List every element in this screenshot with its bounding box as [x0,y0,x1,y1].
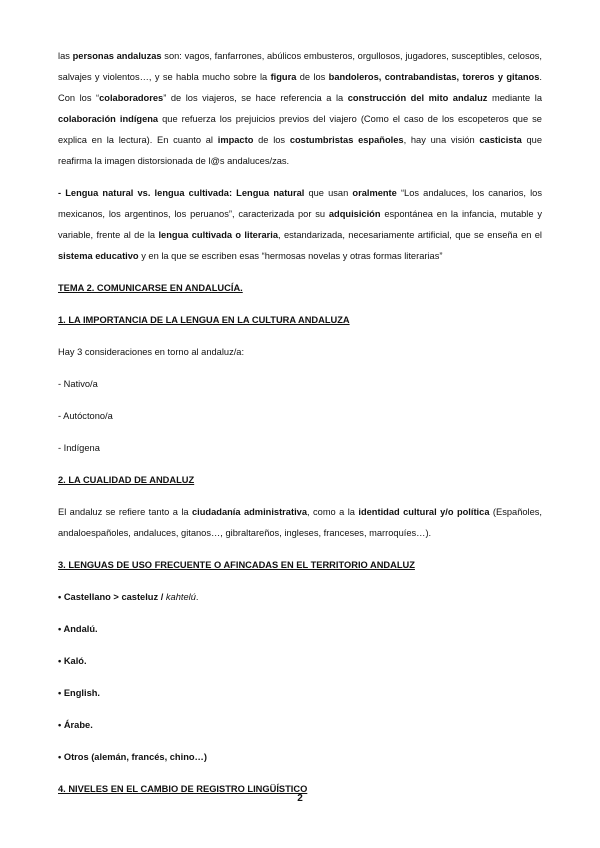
text: son: vagos, fanfarrones, abúlicos embusteros, orgullosos, jugadores, susceptibles, celosos, salvajes y violentos…, y se habla mucho sobre la [58,51,543,82]
list-item: - Indígena [58,443,100,453]
section-2-heading: 2. LA CUALIDAD DE ANDALUZ [58,475,195,485]
section-3-heading: 3. LENGUAS DE USO FRECUENTE O AFINCADAS EN EL TERRITORIO ANDALUZ [58,560,415,570]
bold-text: • Kaló. [58,656,87,666]
tema-2-heading: TEMA 2. COMUNICARSE EN ANDALUCÍA. [58,283,243,293]
text: que usan [304,188,353,198]
list-item [58,587,542,608]
page-number: 2 [297,793,303,804]
text: . Con los “ [58,72,542,103]
text: de los [253,135,290,145]
list-item: - Autóctono/a [58,411,113,421]
section-1-heading: 1. LA IMPORTANCIA DE LA LENGUA EN LA CULTURA ANDALUZA [58,315,350,325]
document-page [58,46,542,800]
bold-text: colaboradores [99,93,164,103]
bold-text: bandoleros, contrabandistas, toreros y gitanos [328,72,540,82]
list-item [58,715,542,736]
bold-text: • Andalú. [58,624,98,634]
bold-text: construcción del mito andaluz [347,93,488,103]
bold-text: • Otros (alemán, francés, chino…) [58,752,207,762]
text: “Los andaluces, los canarios, los mexicanos, los argentinos, los peruanos”, caracterizada por su [58,188,542,219]
bold-text: casticista [479,135,522,145]
list-item: - Nativo/a [58,379,98,389]
paragraph-stereotypes [58,46,542,172]
bold-text: identidad cultural y/o política [358,507,490,517]
text: , como a la [307,507,359,517]
text: (Españoles, andaloespañoles, andaluces, gitanos…, gibraltareños, ingleses, franceses, marroquíes…). [58,507,543,538]
text: , estandarizada, necesariamente artificial, que se enseña en el [278,230,542,240]
bold-text: colaboración indígena [58,114,159,124]
text: El andaluz se refiere tanto a la [58,507,192,517]
bold-text: personas andaluzas [72,51,162,61]
text: espontánea en la infancia, mutable y variable, frente al de la [58,209,542,240]
text: ” de los viajeros, se hace referencia a la [163,93,348,103]
section-4-heading: 4. NIVELES EN EL CAMBIO DE REGISTRO LINGÜÍSTICO [58,784,308,794]
text: y en la que se escriben esas “hermosas novelas y otras formas literarias” [138,251,443,261]
text: mediante la [487,93,542,103]
bold-text: impacto [217,135,254,145]
bold-text: costumbristas españoles [289,135,404,145]
section-1-intro: Hay 3 consideraciones en torno al andaluz/a: [58,347,245,357]
text: . [195,592,199,602]
bold-text: • English. [58,688,100,698]
bold-text: adquisición [328,209,381,219]
text: , hay una visión [403,135,480,145]
text: las [58,51,73,61]
list-item [58,651,542,672]
italic-text: kahtelú [165,592,196,602]
bold-text: • Castellano > casteluz / [58,592,166,602]
text: que reafirma la imagen distorsionada de l@s andaluces/zas. [58,135,542,166]
text: de los [296,72,329,82]
list-item [58,683,542,704]
bold-text: - Lengua natural vs. lengua cultivada: Lengua natural [58,188,305,198]
text: que refuerza los prejuicios previos del viajero (Como el caso de los escopeteros que se explica en la lectura). En cuanto al [58,114,542,145]
bold-text: • Árabe. [58,720,93,730]
paragraph-lengua [58,183,542,267]
bold-text: figura [270,72,297,82]
bold-text: ciudadanía administrativa [191,507,307,517]
list-item [58,619,542,640]
bold-text: sistema educativo [58,251,139,261]
section-2-paragraph [58,502,542,544]
list-item [58,747,542,768]
bold-text: oralmente [352,188,397,198]
bold-text: lengua cultivada o literaria [158,230,279,240]
